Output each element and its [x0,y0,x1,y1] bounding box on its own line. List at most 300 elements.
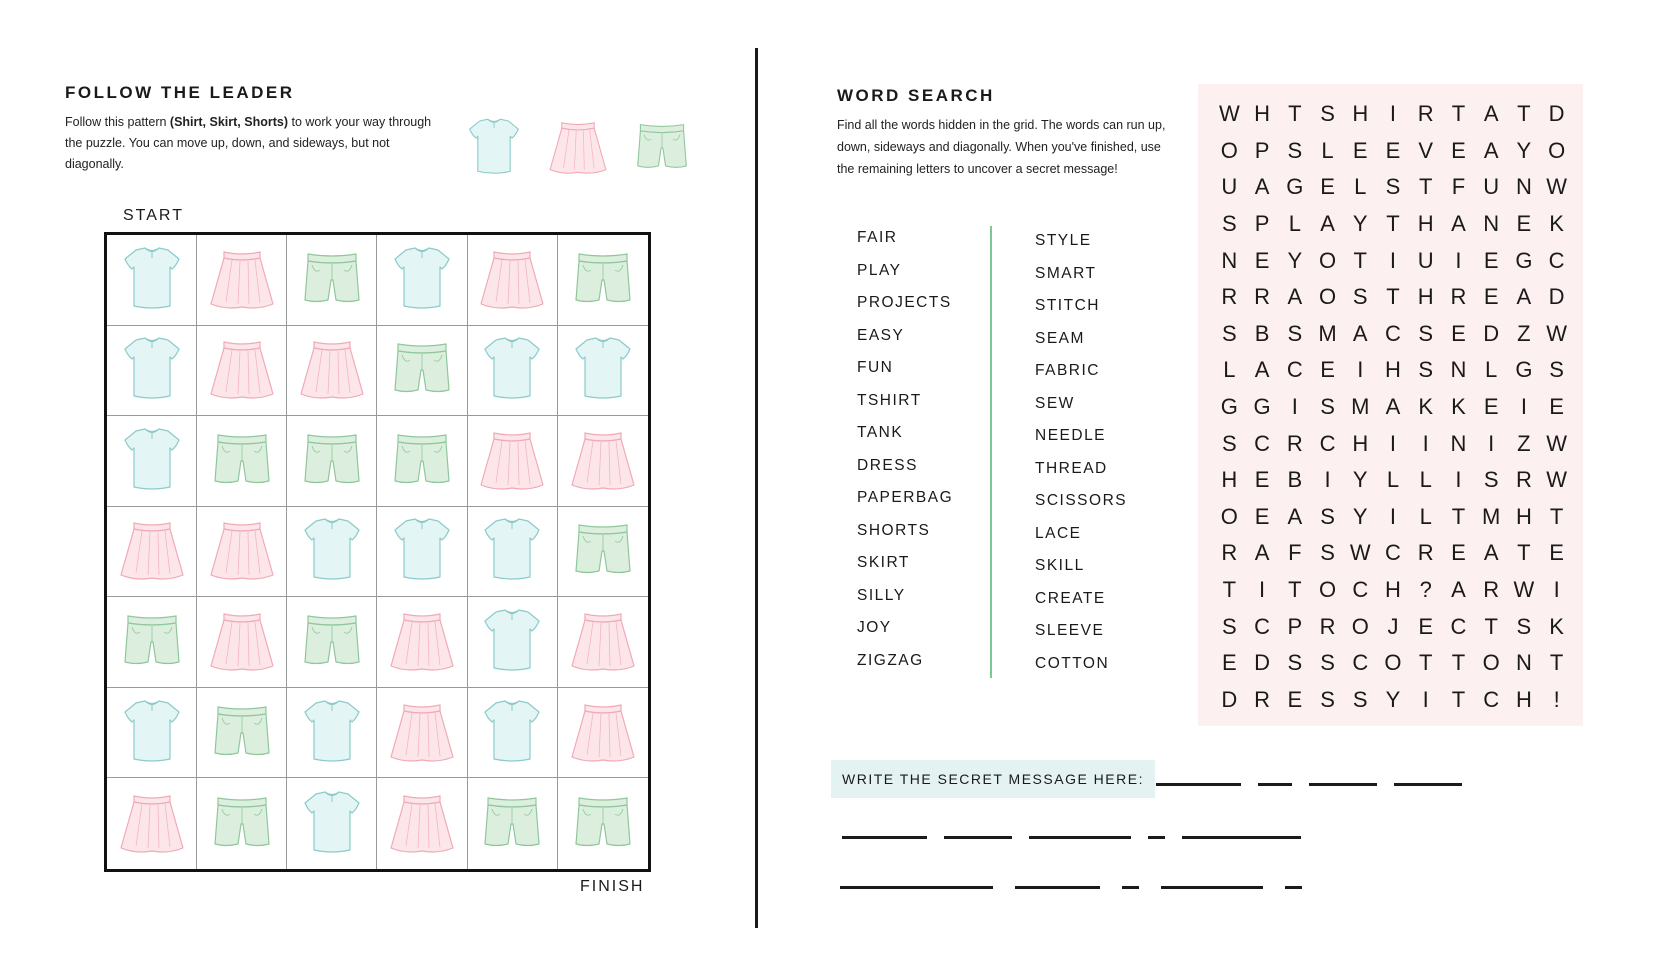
word-list-item: SKILL [1035,557,1085,574]
word-list-item: SEAM [1035,329,1085,347]
maze-cell-skirt[interactable] [197,235,287,326]
letter-cell: I [1455,467,1462,493]
secret-blank[interactable] [1161,886,1263,889]
secret-blank[interactable] [1156,783,1241,786]
maze-cell-shirt[interactable] [468,688,558,779]
secret-blank[interactable] [1015,886,1100,889]
letter-cell: A [1254,357,1270,383]
letter-cell: O [1351,613,1369,639]
letter-cell: S [1418,320,1434,346]
secret-blank-row [1156,783,1462,786]
letter-cell: T [1451,650,1466,676]
maze-cell-skirt[interactable] [377,688,467,779]
skirt-icon [382,693,462,773]
maze-cell-shorts[interactable] [377,326,467,417]
letter-cell: S [1287,137,1303,163]
shirt-icon [472,693,552,773]
letter-cell: M [1351,393,1370,419]
shorts-icon [202,693,282,773]
word-list-item: PROJECTS [857,294,952,311]
word-list-item: FABRIC [1035,362,1100,379]
secret-blank-row [840,886,1302,889]
maze-cell-shirt[interactable] [468,597,558,688]
letter-cell: E [1549,393,1564,419]
letter-cell: Y [1516,137,1532,163]
maze-cell-shorts[interactable] [197,688,287,779]
letter-cell: E [1483,247,1499,273]
letter-cell: H [1417,284,1434,310]
page-divider [755,48,758,928]
maze-cell-shirt[interactable] [468,507,558,598]
letter-cell: C [1254,613,1271,639]
shorts-icon [292,421,372,501]
skirt-icon [382,784,462,864]
letter-cell: E [1254,247,1270,273]
secret-blank[interactable] [1122,886,1139,889]
letter-cell: S [1385,174,1401,200]
skirt-icon [472,421,552,501]
letter-cell: K [1549,211,1564,237]
letter-cell: H [1352,430,1369,456]
letter-cell: S [1320,503,1335,529]
letter-cell: Y [1385,686,1401,712]
letter-cell: O [1548,137,1566,163]
letter-cell: I [1422,686,1429,712]
letter-cell: S [1483,467,1499,493]
letter-cell: K [1451,393,1466,419]
letter-cell: L [1419,467,1432,493]
letter-cell: S [1222,430,1237,456]
word-list-item: TSHIRT [857,391,922,409]
letter-cell: A [1254,174,1270,200]
letter-cell: E [1320,357,1335,383]
letter-cell: O [1318,247,1337,273]
letter-cell: A [1451,576,1466,602]
word-list-item: COTTON [1035,654,1110,672]
maze-cell-shorts[interactable] [107,597,197,688]
maze-cell-skirt[interactable] [468,416,558,507]
letter-cell: T [1451,686,1466,712]
letter-cell: H [1515,686,1532,712]
maze-cell-skirt[interactable] [107,507,197,598]
letter-cell: I [1389,101,1397,127]
secret-blank[interactable] [1394,783,1462,786]
letter-cell: R [1417,540,1434,566]
letter-cell: T [1222,576,1237,602]
letter-cell: C [1286,357,1303,383]
letter-cell: E [1549,540,1564,566]
letter-cell: W [1349,540,1371,566]
word-list-item: SKIRT [857,554,910,571]
letter-cell: I [1291,393,1298,419]
word-list-item: NEEDLE [1035,427,1107,444]
letter-cell: H [1254,101,1271,127]
letter-cell: F [1451,174,1466,200]
letter-cell: C [1548,247,1565,273]
letter-cell: E [1516,211,1532,237]
word-list-item: SHORTS [857,521,931,539]
letter-cell: L [1386,467,1400,493]
shorts-icon [382,421,462,501]
letter-cell: W [1546,320,1567,346]
word-list-item: STITCH [1035,297,1100,314]
maze-cell-shorts[interactable] [558,507,648,598]
letter-cell: P [1254,211,1270,237]
letter-cell: T [1549,650,1564,676]
letter-cell: O [1482,650,1500,676]
skirt-icon [542,112,614,184]
letter-cell: E [1451,137,1466,163]
secret-blank[interactable] [840,886,993,889]
shirt-icon [382,511,462,591]
letter-cell: T [1418,174,1433,200]
word-list-item: SMART [1035,264,1097,282]
maze-cell-shirt[interactable] [377,235,467,326]
maze-cell-shorts[interactable] [287,416,377,507]
maze-cell-skirt[interactable] [107,778,197,869]
maze-cell-shorts[interactable] [558,778,648,869]
letter-cell: P [1287,613,1303,639]
letter-cell: T [1288,101,1302,127]
letter-cell: S [1320,101,1335,127]
maze-cell-skirt[interactable] [558,597,648,688]
word-list-item: PAPERBAG [857,489,954,506]
letter-cell: R [1254,284,1271,310]
letter-cell: O [1220,137,1238,163]
shirt-icon [472,330,552,410]
letter-cell: C [1319,430,1336,456]
letter-cell: R [1417,101,1434,127]
letter-cell: T [1484,613,1498,639]
word-list-column-2 [1035,232,1127,687]
letter-cell: S [1549,357,1564,383]
letter-cell: E [1320,174,1335,200]
letter-cell: L [1321,137,1334,163]
letter-cell: C [1483,686,1500,712]
letter-cell: A [1483,540,1499,566]
letter-cell: O [1318,576,1337,602]
letter-cell: W [1218,101,1240,127]
letter-cell: T [1418,650,1433,676]
word-list-item: DRESS [857,456,918,474]
secret-blank[interactable] [1148,836,1165,839]
shirt-icon [458,112,530,184]
letter-grid [1213,96,1573,718]
finish-label: FINISH [580,878,645,895]
maze-cell-skirt[interactable] [197,326,287,417]
secret-blank[interactable] [1029,836,1131,839]
letter-cell: Z [1517,320,1531,346]
shirt-icon [563,330,643,410]
letter-cell: L [1223,357,1236,383]
shorts-icon [563,240,643,320]
letter-cell: V [1418,137,1434,163]
letter-cell: A [1287,503,1303,529]
letter-cell: S [1352,284,1368,310]
word-list-item: CREATE [1035,589,1106,607]
maze-cell-shorts[interactable] [287,235,377,326]
word-list-divider [990,226,992,678]
letter-cell: C [1450,613,1467,639]
letter-cell: I [1389,503,1397,529]
letter-cell: E [1451,320,1466,346]
word-list-item: SLEEVE [1035,622,1105,639]
letter-cell: P [1254,137,1270,163]
skirt-icon [563,602,643,682]
letter-cell: S [1516,613,1532,639]
word-list-item: STYLE [1035,232,1092,249]
shorts-icon [626,112,698,184]
letter-cell: H [1221,467,1238,493]
letter-cell: R [1515,467,1532,493]
letter-cell: A [1254,540,1270,566]
letter-cell: T [1451,101,1466,127]
letter-cell: T [1517,540,1531,566]
letter-cell: N [1221,247,1238,273]
shirt-icon [112,330,192,410]
letter-cell: J [1387,613,1399,639]
shorts-icon [112,602,192,682]
letter-cell: D [1221,686,1238,712]
letter-cell: G [1253,393,1271,419]
maze-cell-skirt[interactable] [377,597,467,688]
shorts-icon [292,602,372,682]
letter-cell: E [1418,613,1434,639]
letter-cell: W [1546,174,1567,200]
shorts-icon [202,784,282,864]
maze-cell-skirt[interactable] [197,597,287,688]
letter-cell: N [1450,357,1467,383]
letter-cell: E [1254,467,1270,493]
letter-cell: G [1515,357,1533,383]
letter-cell: K [1418,393,1434,419]
letter-cell: M [1482,503,1501,529]
letter-cell: Y [1352,503,1368,529]
maze-cell-shirt[interactable] [107,416,197,507]
maze-cell-shorts[interactable] [558,235,648,326]
maze-cell-skirt[interactable] [468,235,558,326]
letter-cell: G [1286,174,1304,200]
secret-blank[interactable] [1285,886,1302,889]
letter-cell: E [1222,650,1237,676]
skirt-icon [292,330,372,410]
skirt-icon [202,330,282,410]
letter-cell: S [1222,211,1237,237]
letter-cell: B [1287,467,1303,493]
letter-cell: I [1553,576,1560,602]
letter-cell: S [1320,650,1335,676]
maze-cell-shirt[interactable] [468,326,558,417]
follow-the-leader-title: FOLLOW THE LEADER [65,83,295,102]
follow-the-leader-instructions: Follow this pattern (Shirt, Skirt, Shorts) to work your way through the puzzle. You can move up, down, and sideways, but not diagonally. [65,115,432,171]
letter-cell: D [1483,320,1500,346]
shirt-icon [472,602,552,682]
letter-cell: I [1259,576,1266,602]
letter-cell: S [1320,393,1335,419]
letter-cell: L [1485,357,1498,383]
maze-cell-skirt[interactable] [558,416,648,507]
letter-cell: T [1353,247,1367,273]
letter-cell: G [1220,393,1238,419]
legend-shorts [626,112,698,184]
word-list-column-1 [857,229,953,684]
maze-cell-shirt[interactable] [377,507,467,598]
letter-cell: R [1286,430,1303,456]
letter-cell: L [1419,503,1432,529]
pattern-legend [458,112,698,184]
letter-cell: I [1389,430,1397,456]
letter-cell: G [1515,247,1533,273]
skirt-icon [472,240,552,320]
letter-cell: C [1385,540,1401,566]
letter-cell: T [1386,211,1400,237]
letter-cell: R [1254,686,1271,712]
skirt-icon [382,602,462,682]
start-label: START [123,207,184,224]
letter-cell: I [1455,247,1462,273]
letter-cell: H [1417,211,1434,237]
shirt-icon [472,511,552,591]
letter-cell: T [1288,576,1302,602]
letter-cell: I [1488,430,1495,456]
letter-cell: T [1386,284,1400,310]
secret-message-label: WRITE THE SECRET MESSAGE HERE: [831,760,1155,798]
letter-cell: O [1220,503,1238,529]
letter-cell: B [1254,320,1270,346]
skirt-icon [202,511,282,591]
letter-cell: S [1418,357,1434,383]
letter-cell: H [1515,503,1532,529]
shorts-icon [563,784,643,864]
letter-cell: M [1318,320,1337,346]
skirt-icon [112,784,192,864]
maze-cell-shirt[interactable] [287,688,377,779]
letter-cell: T [1549,503,1564,529]
letter-cell: R [1319,613,1336,639]
maze-cell-skirt[interactable] [287,326,377,417]
word-list-item: EASY [857,326,905,344]
shirt-icon [292,511,372,591]
shirt-icon [382,240,462,320]
letter-cell: W [1513,576,1535,602]
word-search-instructions: Find all the words hidden in the grid. The words can run up, down, sideways and diagonally. When you've finished, use the remaining letters to uncover a secret message! [837,118,1166,176]
letter-cell: U [1483,174,1500,200]
letter-cell: S [1222,320,1237,346]
skirt-icon [563,421,643,501]
secret-blank[interactable] [842,836,927,839]
letter-cell: A [1483,137,1499,163]
shorts-icon [202,421,282,501]
letter-cell: A [1451,211,1466,237]
secret-blank[interactable] [1182,836,1301,839]
letter-cell: U [1221,174,1238,200]
word-list-item: SEW [1035,394,1075,412]
letter-cell: N [1515,174,1532,200]
letter-cell: N [1483,211,1500,237]
letter-cell: E [1483,393,1499,419]
letter-cell: E [1451,540,1466,566]
letter-cell: C [1352,576,1369,602]
letter-cell: S [1320,540,1335,566]
secret-blank-row [842,836,1301,839]
word-list-item: THREAD [1035,459,1108,477]
secret-blank[interactable] [944,836,1012,839]
word-list-item: ZIGZAG [857,651,924,669]
maze-cell-skirt[interactable] [197,507,287,598]
shorts-icon [472,784,552,864]
shirt-icon [292,784,372,864]
shirt-icon [112,421,192,501]
letter-cell: S [1222,613,1237,639]
letter-cell: S [1287,650,1303,676]
word-list-item: PLAY [857,261,902,279]
maze-cell-shorts[interactable] [468,778,558,869]
skirt-icon [202,602,282,682]
maze-cell-shorts[interactable] [287,597,377,688]
shirt-icon [292,693,372,773]
letter-cell: E [1483,284,1499,310]
letter-cell: A [1516,284,1532,310]
letter-cell: A [1352,320,1368,346]
maze-cell-skirt[interactable] [558,688,648,779]
letter-cell: H [1352,101,1369,127]
shirt-icon [112,240,192,320]
maze-cell-shirt[interactable] [287,507,377,598]
letter-cell: I [1389,247,1397,273]
maze-cell-shirt[interactable] [287,778,377,869]
letter-cell: S [1352,686,1368,712]
letter-cell: H [1385,357,1401,383]
letter-cell: I [1324,467,1331,493]
maze-cell-shorts[interactable] [197,416,287,507]
legend-skirt [542,112,614,184]
maze-grid [104,232,651,872]
letter-cell: C [1385,320,1401,346]
legend-shirt [458,112,530,184]
letter-cell: E [1287,686,1303,712]
maze-cell-shirt[interactable] [107,326,197,417]
letter-cell: Y [1352,211,1368,237]
skirt-icon [202,240,282,320]
letter-cell: H [1385,576,1401,602]
letter-cell: A [1385,393,1401,419]
shorts-icon [563,511,643,591]
letter-cell: R [1450,284,1467,310]
letter-cell: C [1352,650,1369,676]
maze-cell-skirt[interactable] [377,778,467,869]
letter-cell: T [1451,503,1466,529]
letter-cell: N [1450,430,1467,456]
maze-cell-shirt[interactable] [107,688,197,779]
maze-cell-shorts[interactable] [377,416,467,507]
word-list-item: JOY [857,619,892,636]
letter-cell: U [1417,247,1434,273]
letter-cell: D [1548,101,1565,127]
letter-cell: L [1354,174,1367,200]
maze-cell-shirt[interactable] [107,235,197,326]
secret-blank[interactable] [1309,783,1377,786]
letter-cell: A [1287,284,1303,310]
letter-cell: R [1483,576,1500,602]
letter-cell: D [1548,284,1565,310]
word-list-item: SILLY [857,586,906,604]
maze-cell-shorts[interactable] [197,778,287,869]
maze-cell-shirt[interactable] [558,326,648,417]
letter-cell: Y [1287,247,1303,273]
shorts-icon [382,330,462,410]
secret-blank[interactable] [1258,783,1292,786]
letter-cell: L [1288,211,1301,237]
